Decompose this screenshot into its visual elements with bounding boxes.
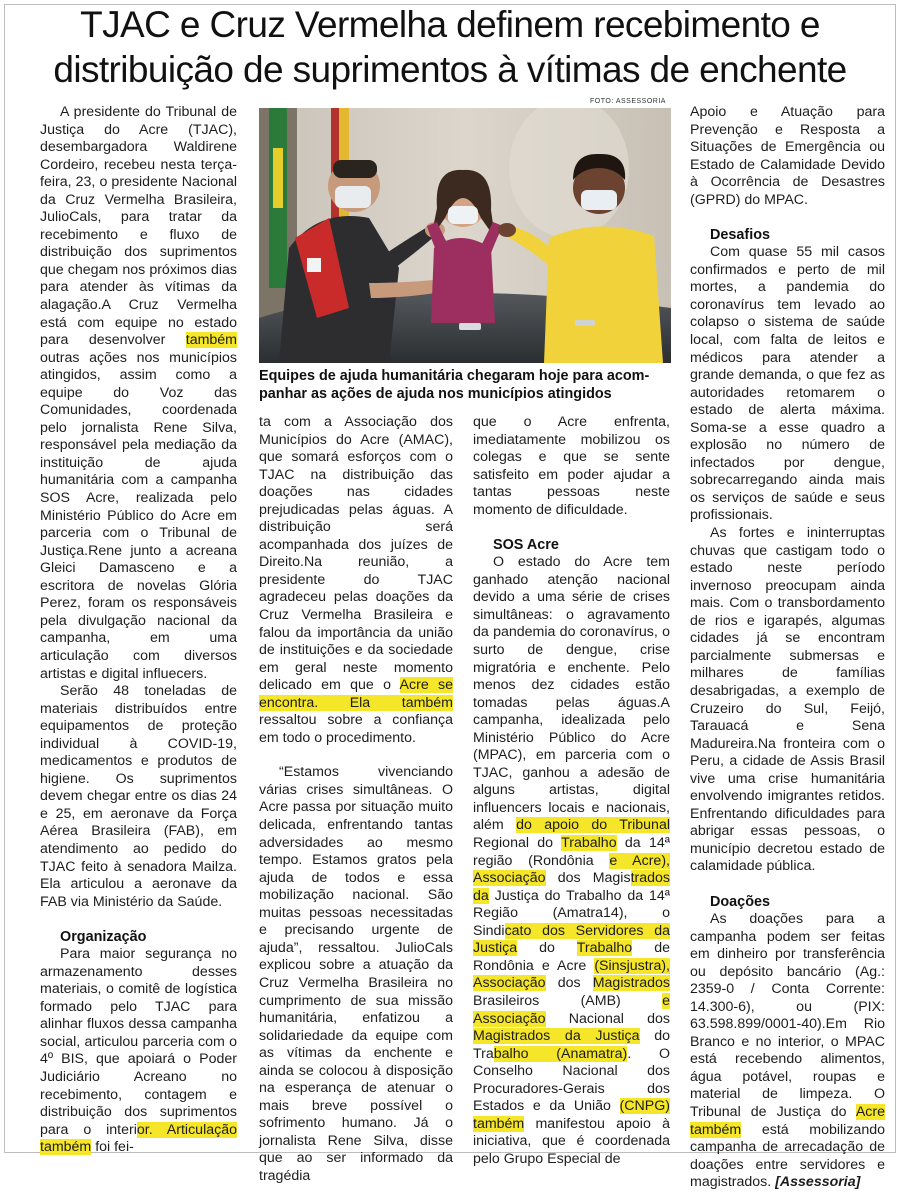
text: O estado do Acre tem ganhado atenção nacional devido a uma série de crises simultâneas: o agravamento da pandemia do coronavírus, o surto de dengue, crise migratória e enchente. Pelo menos dez cidades estão tomadas pelas águas.A campanha, idealizada pelo Ministério Público do Acre (MPAC), em parceria com o TJAC, ganhou a adesão de alguns artistas, digital influencers locais e nacionais, além <box>473 554 670 834</box>
paragraph: que o Acre enfrenta, imediatamente mobilizou os colegas e que se sente satisfeito em poder ajudar a tantas pessoas neste momento de dificuldade. <box>473 414 670 518</box>
spacer <box>40 911 237 928</box>
text: de Rondônia e Acre <box>473 940 670 974</box>
text: do Tra <box>473 1028 670 1062</box>
text: Justiça do Trabalho da 14ª Região (Amatra14), o Sindi <box>473 887 670 939</box>
news-photo <box>259 108 671 363</box>
column-2 <box>259 414 453 1186</box>
paragraph <box>259 414 453 747</box>
text: dos Magis <box>545 870 631 887</box>
spacer <box>473 519 670 536</box>
column-1 <box>40 104 237 1157</box>
headline-line-1: TJAC e Cruz Vermelha definem recebimento e <box>80 4 820 45</box>
text: foi fei- <box>91 1139 134 1156</box>
photo-caption <box>259 367 671 403</box>
paragraph: Serão 48 toneladas de materiais distribuídos entre equipamentos de proteção individual à COVID-19, medicamentos e produtos de higiene. Os suprimentos devem chegar entre os dias 24 e 25, em aeronave da Força Aérea Brasileira (FAB), em atendimento ao pedido do TJAC feito à senadora Mailza. Ela articulou a aeronave da FAB via Ministério da Saúde. <box>40 683 237 910</box>
highlight: e Associação <box>473 992 670 1027</box>
photo-credit: FOTO: ASSESSORIA <box>590 98 666 105</box>
highlight: or. Articulação também <box>40 1121 237 1156</box>
caption-line-1: Equipes de ajuda humanitária chegaram hoje para acom- <box>259 368 650 384</box>
text: está mobilizando campanha de arrecadação de doações entre servidores e magistrados. <box>690 1121 885 1191</box>
spacer <box>690 209 885 226</box>
subheading-organizacao: Organização <box>60 929 147 946</box>
highlight: também <box>185 332 237 349</box>
text: ressaltou sobre a confiança em todo o procedimento. <box>259 712 453 746</box>
text: da 14ª região (Rondônia <box>473 835 670 869</box>
caption-line-2: panhar as ações de ajuda nos municípios atingidos <box>259 386 612 402</box>
paragraph: “Estamos vivenciando várias crises simultâneas. O Acre passa por situação muito delicada, enfrentando tantas adversidades ao mesmo tempo. Estamos gratos pela ajuda de todos e essa mobilização nacional. São muitas pessoas necessitadas e precisando urgente de ajuda”, ressaltou. JulioCals explicou sobre a atuação da Cruz Vermelha Brasileira no cumprimento de sua missão humanitária, enfatizou a solidariedade da equipe com as vítimas da enchente e ainda se colocou à disposição na esperança de atenuar o mais breve possível o sofrimento humano. Já o jornalista Rene Silva, disse que ao ser informado da tragédia <box>259 764 453 1184</box>
highlight: Magistrados <box>592 975 670 992</box>
text: Brasileiros (AMB) <box>473 992 663 1009</box>
text: . O Conselho Nacional dos Procuradores-Gerais dos Estados e da União <box>473 1045 670 1115</box>
text: Nacional dos <box>545 1010 670 1027</box>
text: As doações para a campanha podem ser feitas em dinheiro por transferência ou depósito bancário (Ag.: 2359-0 / Conta Corrente: 14.300-6), ou (PIX: 63.598.899/0001-40).Em Rio Branco e no interior, o MPAC está recebendo alimentos, água potável, roupas e material de limpeza. O Tribunal de Justiça do <box>690 910 885 1120</box>
paragraph: Com quase 55 mil casos confirmados e perto de mil mortes, a pandemia do coronavírus tem levado ao colapso o sistema de saúde local, com falta de leitos e médicos para atender a grande demanda, o que fez as autoridades retomarem o estado de alerta máxima. Soma-se a esse quadro a explosão no número de infectados por dengue, sobrecarregando ainda mais os serviços de saúde e seus profissionais. <box>690 244 885 524</box>
highlight: Magistrados da Justiça <box>473 1028 640 1045</box>
text: Para maior segurança no armazenamento desses materiais, o comitê de logística formado pelo TJAC para alinhar fluxos dessa campanha social, articulou parceria com o 4º BIS, que apoiará o Poder Judiciário Acreano no recebimento, contagem e distribuição dos suprimentos para o interi <box>40 946 237 1138</box>
text: manifestou apoio à iniciativa, que é coordenada pelo Grupo Especial de <box>473 1115 670 1167</box>
highlight: Acre se encontra. Ela também <box>259 677 453 711</box>
column-4 <box>690 104 885 1192</box>
headline <box>0 2 900 92</box>
spacer <box>690 876 885 893</box>
text: ta com a Associação dos Municípios do Acre (AMAC), que somará esforços com o TJAC na distribuição das doações nas cidades prejudicadas pelas águas. A distribuição será acompanhada dos juízes de Direito.Na reunião, a presidente do TJAC agradeceu pelas doações da Cruz Vermelha Brasileira e falou da importância da união de instituições e da sociedade em geral neste momento delicado em que o <box>259 414 453 694</box>
highlight: Trabalho <box>561 835 617 852</box>
text: Regional do <box>473 835 562 852</box>
text: do <box>517 940 577 957</box>
paragraph: Apoio e Atuação para Prevenção e Resposta a Situações de Emergência ou Estado de Calamidade Devido à Ocorrência de Desastres (GPRD) do MPAC. <box>690 104 885 208</box>
highlight: balho (Anamatra) <box>493 1045 628 1062</box>
highlight: Trabalho <box>576 940 633 957</box>
subheading-desafios: Desafios <box>710 227 770 244</box>
paragraph <box>40 946 237 1157</box>
text: A presidente do Tribunal de Justiça do Acre (TJAC), desembargadora Waldirene Cordeiro, recebeu nesta terça-feira, 23, o presidente Nacional da Cruz Vermelha Brasileira, JulioCals, para tratar da recebimento e fluxo de distribuição dos suprimentos que chegam nos próximos dias para atender às vítimas da alagação.A Cruz Vermelha está com equipe no estado para desenvolver <box>40 104 237 349</box>
highlight: trados da <box>473 870 670 904</box>
paragraph <box>40 104 237 683</box>
text: outras ações nos municípios atingidos, assim como a equipe do Voz das Comunidades, coordenada pelo jornalista Rene Silva, responsável pela mediação da instituição de ajuda humanitária com a campanha SOS Acre, realizada pelo Ministério Público do Acre em parceria com o Tribunal de Justiça.Rene junto a acreana Gleici Damasceno e a escritora de novelas Glória Perez, foram os responsáveis pela divulgação nacional da campanha, em uma articulação com diversos artistas e digital influecers. <box>40 349 237 682</box>
subheading-sos-acre: SOS Acre <box>493 537 559 554</box>
highlight: do apoio do Tribunal <box>516 817 670 834</box>
paragraph: As fortes e ininterruptas chuvas que castigam todo o estado neste período invernoso preocupam ainda mais. Com o transbordamento de rios e igarapés, algumas cidades já se encontram parcialmente submersas e milhares de famílias desabrigadas, a exemplo de Cruzeiro do Sul, Feijó, Tarauacá e Sena Madureira.Na fronteira com o Peru, a cidade de Assis Brasil vive uma crise humanitária envolvendo imigrantes retidos. Enfrentando dificuldades para abrigar essas pessoas, o município decretou estado de calamidade pública. <box>690 525 885 875</box>
photo-illustration <box>259 108 671 363</box>
spacer <box>259 747 453 764</box>
highlight: Acre também <box>690 1103 885 1138</box>
highlight: (CNPG) também <box>473 1098 670 1132</box>
headline-line-2: distribuição de suprimentos à vítimas de enchente <box>53 49 847 90</box>
signature: [Assessoria] <box>775 1174 861 1191</box>
paragraph <box>473 554 670 1168</box>
highlight: cato dos Servidores da Justiça <box>473 922 670 957</box>
highlight: e Acre), Associação <box>473 852 670 887</box>
highlight: (Sinsjustra), Associação <box>473 957 670 992</box>
paragraph <box>690 911 885 1192</box>
text: dos <box>545 975 593 992</box>
subheading-doacoes: Doações <box>710 893 770 910</box>
column-3 <box>473 414 670 1168</box>
